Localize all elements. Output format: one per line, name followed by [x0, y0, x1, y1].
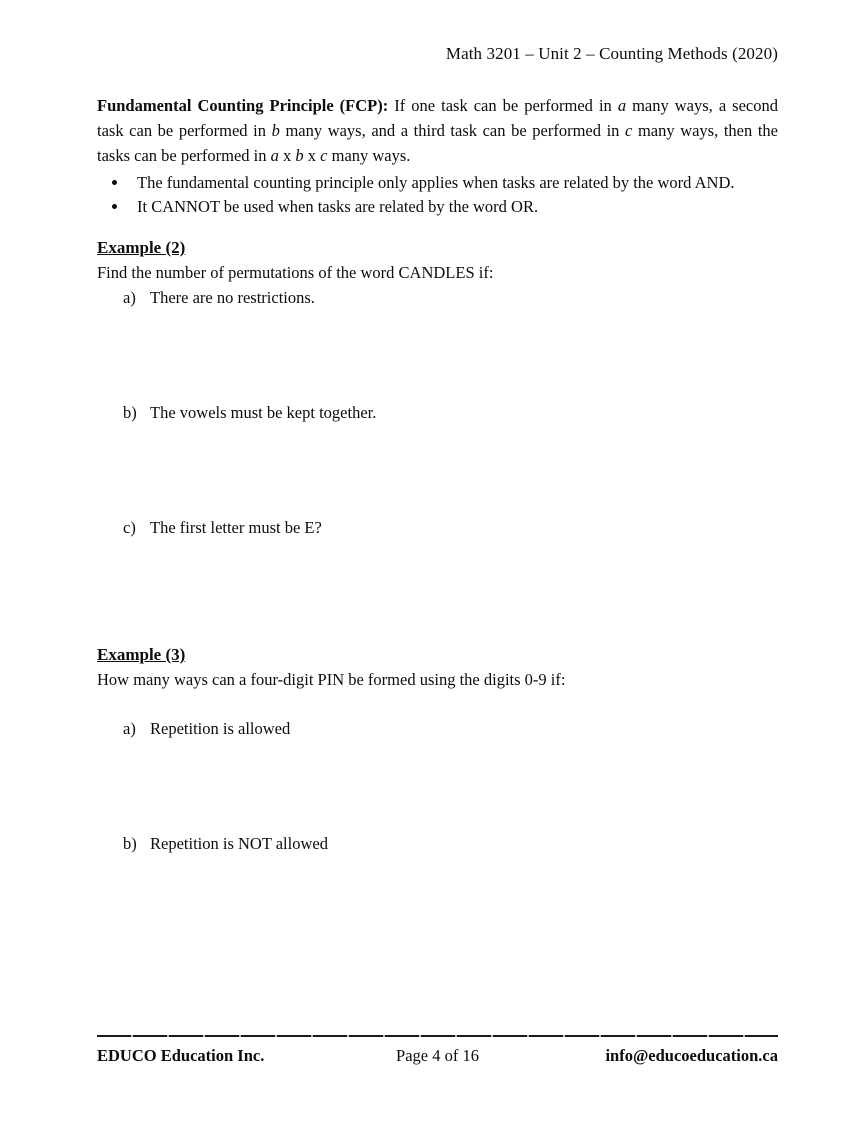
example2-item-a [97, 285, 778, 310]
example2-item-b [97, 400, 778, 425]
fcp-var-a: a [617, 96, 627, 115]
footer-page-number: Page 4 of 16 [396, 1046, 479, 1065]
fcp-expr-b: b [295, 146, 304, 165]
example2-heading: Example (2) [97, 238, 186, 257]
fcp-paragraph [97, 93, 778, 168]
example3-items [97, 716, 778, 856]
fcp-var-c: c [625, 121, 633, 140]
page-content [97, 93, 778, 856]
example2-items [97, 285, 778, 540]
fcp-bullet-or: • It CANNOT be used when tasks are related by the word OR. [129, 195, 778, 219]
fcp-bullet-and: • The fundamental counting principle only applies when tasks are related by the word AND. [129, 171, 778, 195]
item-text: Repetition is allowed [150, 719, 291, 738]
page-header-title: Math 3201 – Unit 2 – Counting Methods (2020) [445, 44, 778, 63]
fcp-expr-x2: x [303, 146, 321, 165]
footer-row [97, 1046, 778, 1066]
fcp-seg1: If one task can be performed in [388, 96, 618, 115]
item-text: Repetition is NOT allowed [150, 834, 328, 853]
fcp-seg2: many ways, a second task can be performed in [97, 96, 778, 140]
example3-item-b [97, 831, 778, 856]
example3-heading: Example (3) [97, 645, 186, 664]
item-label: b) [123, 834, 137, 853]
page-footer [97, 1035, 778, 1066]
footer-email: info@educoeducation.ca [605, 1046, 778, 1065]
fcp-var-b: b [271, 121, 280, 140]
example2-intro: Find the number of permutations of the word CANDLES if: [97, 263, 494, 282]
item-text: The first letter must be E? [150, 518, 322, 537]
item-text: There are no restrictions. [150, 288, 315, 307]
fcp-expr-a: a [270, 146, 279, 165]
example3-item-a [97, 716, 778, 741]
item-label: b) [123, 403, 137, 422]
item-label: c) [123, 518, 136, 537]
fcp-expr-c: c [320, 146, 328, 165]
fcp-expr-x1: x [278, 146, 296, 165]
item-label: a) [123, 288, 136, 307]
fcp-lead: Fundamental Counting Principle (FCP): [97, 96, 389, 115]
fcp-seg5: many ways. [327, 146, 411, 165]
footer-company: EDUCO Education Inc. [97, 1046, 265, 1065]
fcp-bullet-list [97, 171, 778, 219]
footer-divider-line [97, 1035, 778, 1037]
example2-item-c [97, 515, 778, 540]
item-text: The vowels must be kept together. [150, 403, 377, 422]
fcp-seg3: many ways, and a third task can be performed in [279, 121, 626, 140]
example3-intro: How many ways can a four-digit PIN be formed using the digits 0-9 if: [97, 670, 566, 689]
fcp-seg4: many ways, then the tasks can be performed in [97, 121, 778, 165]
item-label: a) [123, 719, 136, 738]
